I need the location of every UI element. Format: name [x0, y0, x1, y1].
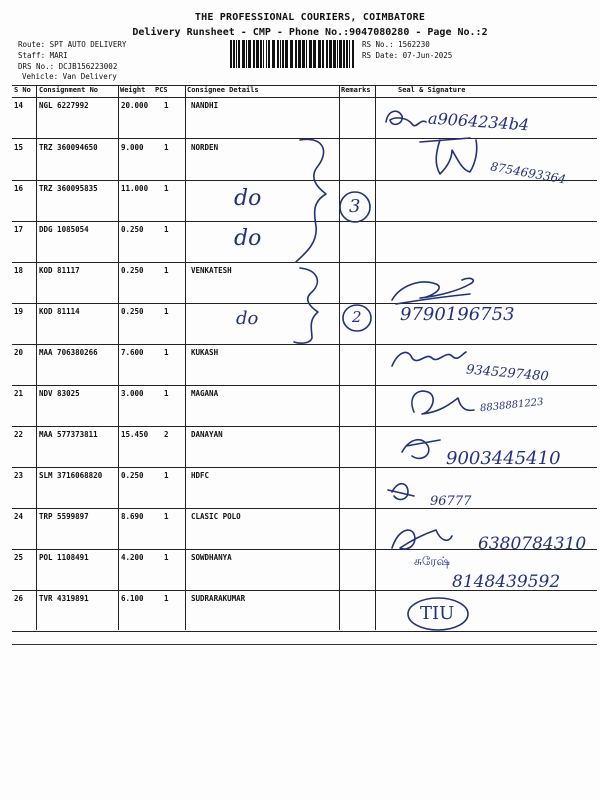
row-sno: 14 — [14, 101, 24, 110]
row-consignment-no: SLM 3716068820 — [39, 471, 103, 480]
row-consignment-no: KOD 81114 — [39, 307, 80, 316]
vehicle-text: Vehicle: Van Delivery — [22, 72, 117, 81]
row-pcs: 1 — [164, 184, 169, 193]
row-sno: 16 — [14, 184, 24, 193]
barcode-bar — [246, 40, 247, 68]
document-subtitle: Delivery Runsheet - CMP - Phone No.:9047080280 - Page No.:2 — [132, 27, 488, 38]
row-consignment-no: MAA 577373811 — [39, 430, 98, 439]
handwritten-phone: 9003445410 — [446, 448, 561, 469]
row-pcs: 1 — [164, 101, 169, 110]
row-weight: 0.250 — [121, 266, 144, 275]
footer-divider — [12, 644, 597, 645]
col-header-weight: Weight — [120, 86, 146, 94]
handwritten-initials: TIU — [420, 603, 455, 624]
row-consignment-no: TRZ 360095835 — [39, 184, 98, 193]
barcode-bar — [302, 40, 305, 68]
row-consignment-no: POL 1108491 — [39, 553, 89, 562]
barcode-bar — [339, 40, 342, 68]
row-pcs: 1 — [164, 512, 169, 521]
barcode-bar — [306, 40, 307, 68]
row-pcs: 1 — [164, 307, 169, 316]
row-weight: 7.600 — [121, 348, 144, 357]
row-consignment-no: TRP 5599897 — [39, 512, 89, 521]
handwritten-phone: 8838881223 — [479, 396, 545, 415]
row-sno: 22 — [14, 430, 24, 439]
barcode-bar — [256, 40, 259, 68]
row-consignee: SOWDHANYA — [191, 553, 232, 562]
row-consignment-no: NGL 6227992 — [39, 101, 89, 110]
barcode-bar — [295, 40, 297, 68]
handwritten-phone: 6380784310 — [478, 534, 587, 554]
handwritten-phone: 9345297480 — [465, 362, 550, 385]
row-pcs: 1 — [164, 389, 169, 398]
row-weight: 0.250 — [121, 307, 144, 316]
col-header-signature: Seal & Signature — [398, 86, 466, 94]
row-consignee: MAGANA — [191, 389, 219, 398]
row-pcs: 1 — [164, 225, 169, 234]
barcode-bar — [313, 40, 316, 68]
row-sno: 25 — [14, 553, 24, 562]
row-consignment-no: TVR 4319891 — [39, 594, 89, 603]
count-number: 2 — [352, 308, 362, 326]
row-consignment-no: TRZ 360094650 — [39, 143, 98, 152]
barcode-bar — [263, 40, 264, 68]
barcode-image — [230, 40, 358, 68]
barcode-bar — [277, 40, 279, 68]
barcode-bar — [318, 40, 321, 68]
barcode-bar — [343, 40, 345, 68]
row-consignment-no: NDV 83025 — [39, 389, 80, 398]
barcode-bar — [352, 40, 354, 68]
barcode-bar — [337, 40, 338, 68]
barcode-bar — [242, 40, 245, 68]
table-row — [12, 180, 597, 222]
row-pcs: 1 — [164, 348, 169, 357]
col-header-pcs: PCS — [155, 86, 168, 94]
row-consignment-no: DDG 1085054 — [39, 225, 89, 234]
barcode-bar — [266, 40, 267, 68]
barcode-bar — [260, 40, 262, 68]
barcode-bar — [285, 40, 288, 68]
barcode-bar — [268, 40, 270, 68]
row-sno: 15 — [14, 143, 24, 152]
document-title: THE PROFESSIONAL COURIERS, COIMBATORE — [194, 12, 426, 23]
row-consignee: NANDHI — [191, 101, 219, 110]
row-sno: 21 — [14, 389, 24, 398]
handwritten-name: சுரேஷ் — [414, 554, 450, 568]
row-weight: 11.000 — [121, 184, 149, 193]
row-sno: 18 — [14, 266, 24, 275]
handwritten-phone: 96777 — [430, 494, 472, 509]
table-row — [12, 590, 597, 631]
drs-number: DRS No.: DCJB156223002 — [18, 62, 118, 71]
row-weight: 9.000 — [121, 143, 144, 152]
ditto-mark: do — [236, 308, 259, 329]
col-header-consignment: Consignment No — [39, 86, 99, 94]
row-consignment-no: MAA 706380266 — [39, 348, 98, 357]
barcode-bar — [272, 40, 275, 68]
row-consignee: NORDEN — [191, 143, 219, 152]
col-header-sno: S No — [14, 86, 31, 94]
ditto-mark: do — [234, 186, 262, 211]
table-row — [12, 221, 597, 263]
barcode-bar — [298, 40, 301, 68]
row-weight: 8.690 — [121, 512, 144, 521]
row-pcs: 1 — [164, 553, 169, 562]
row-pcs: 1 — [164, 143, 169, 152]
row-sno: 20 — [14, 348, 24, 357]
barcode-bar — [329, 40, 332, 68]
row-sno: 24 — [14, 512, 24, 521]
row-sno: 17 — [14, 225, 24, 234]
handwritten-phone: 8754693364 — [489, 159, 567, 187]
row-weight: 4.200 — [121, 553, 144, 562]
row-weight: 20.000 — [121, 101, 149, 110]
count-number: 3 — [349, 196, 361, 217]
row-consignee: KUKASH — [191, 348, 219, 357]
barcode-bar — [253, 40, 255, 68]
row-weight: 0.250 — [121, 225, 144, 234]
barcode-bar — [233, 40, 235, 68]
col-header-consignee: Consignee Details — [187, 86, 259, 94]
staff-text: Staff: MARI — [18, 51, 68, 60]
handwritten-phone: a9064234b4 — [427, 108, 530, 135]
barcode-bar — [280, 40, 281, 68]
rs-date: RS Date: 07-Jun-2025 — [362, 51, 453, 60]
barcode-bar — [230, 40, 232, 68]
row-consignee: VENKATESH — [191, 266, 232, 275]
barcode-bar — [238, 40, 240, 68]
barcode-bar — [346, 40, 348, 68]
row-pcs: 2 — [164, 430, 169, 439]
handwritten-phone: 9790196753 — [400, 304, 515, 325]
handwritten-phone: 8148439592 — [452, 572, 561, 592]
row-consignee: HDFC — [191, 471, 210, 480]
table-row — [12, 262, 597, 304]
row-pcs: 1 — [164, 266, 169, 275]
ditto-mark: do — [234, 226, 262, 251]
route-text: Route: SPT AUTO DELIVERY — [18, 40, 127, 49]
row-sno: 19 — [14, 307, 24, 316]
table-row — [12, 467, 597, 509]
row-weight: 15.450 — [121, 430, 149, 439]
row-weight: 6.100 — [121, 594, 144, 603]
barcode-bar — [333, 40, 336, 68]
row-sno: 23 — [14, 471, 24, 480]
row-weight: 0.250 — [121, 471, 144, 480]
barcode-bar — [322, 40, 324, 68]
row-pcs: 1 — [164, 594, 169, 603]
row-consignment-no: KOD 81117 — [39, 266, 80, 275]
barcode-bar — [309, 40, 312, 68]
barcode-bar — [248, 40, 251, 68]
col-header-remarks: Remarks — [341, 86, 371, 94]
rs-number: RS No.: 1562230 — [362, 40, 430, 49]
barcode-bar — [236, 40, 237, 68]
barcode-bar — [349, 40, 350, 68]
row-consignee: CLASIC POLO — [191, 512, 241, 521]
barcode-bar — [282, 40, 284, 68]
row-sno: 26 — [14, 594, 24, 603]
row-consignee: SUDRARAKUMAR — [191, 594, 246, 603]
row-pcs: 1 — [164, 471, 169, 480]
barcode-bar — [326, 40, 328, 68]
row-consignee: DANAYAN — [191, 430, 223, 439]
barcode-bar — [290, 40, 293, 68]
row-weight: 3.000 — [121, 389, 144, 398]
